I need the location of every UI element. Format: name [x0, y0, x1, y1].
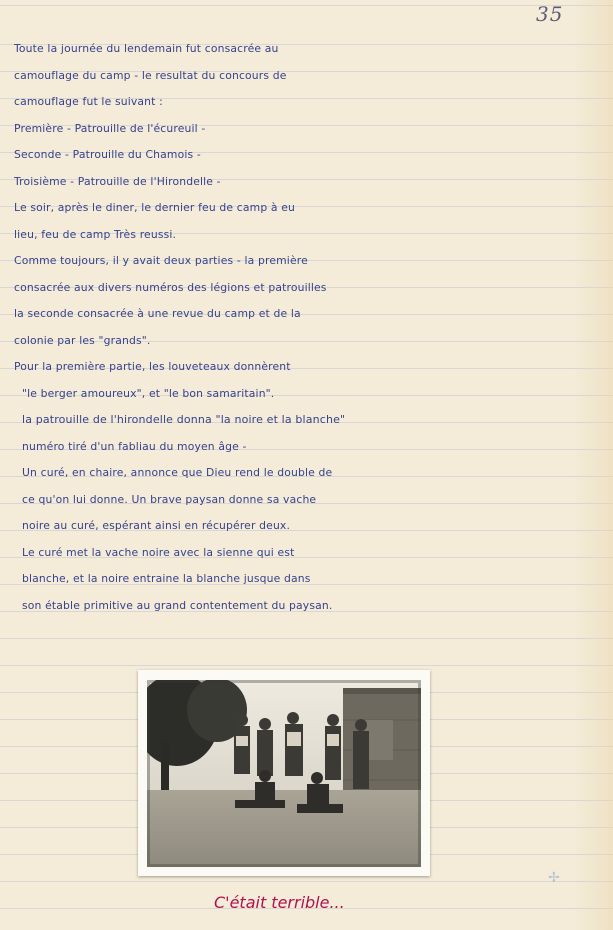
text-line: ce qu'on lui donne. Un brave paysan donne sa vache: [22, 492, 317, 506]
text-line: Le soir, après le diner, le dernier feu de camp à eu: [14, 201, 296, 214]
text-line: Le curé met la vache noire avec la sienne qui est: [22, 545, 295, 559]
text-line: Pour la première partie, les louveteaux donnèrent: [14, 360, 291, 373]
text-line: son étable primitive au grand contentement du paysan.: [22, 598, 333, 612]
text-line: consacrée aux divers numéros des légions et patrouilles: [14, 280, 327, 294]
text-line: Seconde - Patrouille du Chamois -: [14, 148, 201, 161]
text-line: Première - Patrouille de l'écureuil -: [14, 121, 206, 135]
text-line: Troisième - Patrouille de l'Hirondelle -: [14, 174, 221, 188]
photo-caption: C'était terrible...: [214, 893, 345, 912]
text-line: noire au curé, espérant ainsi en récupérer deux.: [22, 519, 291, 532]
page-number: 35: [536, 2, 564, 26]
text-line: "le berger amoureux", et "le bon samaritain".: [22, 386, 275, 400]
text-line: Un curé, en chaire, annonce que Dieu rend le double de: [22, 466, 333, 479]
text-line: colonie par les "grands".: [14, 333, 151, 347]
text-line: camouflage du camp - le resultat du concours de: [14, 68, 287, 82]
text-line: Comme toujours, il y avait deux parties - la première: [14, 254, 308, 267]
text-line: lieu, feu de camp Très reussi.: [14, 227, 177, 241]
ink-smudge: ✢: [548, 870, 560, 886]
text-line: blanche, et la noire entraine la blanche jusque dans: [22, 572, 311, 585]
handwritten-text: [14, 36, 606, 619]
text-line: la seconde consacrée à une revue du camp et de la: [14, 307, 301, 320]
text-line: camouflage fut le suivant :: [14, 95, 163, 108]
photo-drawing: [147, 680, 421, 867]
glued-photograph: [138, 670, 430, 876]
text-line: Toute la journée du lendemain fut consacrée au: [14, 42, 279, 55]
group-photo-image: [147, 680, 421, 867]
text-line: la patrouille de l'hirondelle donna "la noire et la blanche": [22, 413, 346, 426]
text-line: numéro tiré d'un fabliau du moyen âge -: [22, 439, 247, 453]
